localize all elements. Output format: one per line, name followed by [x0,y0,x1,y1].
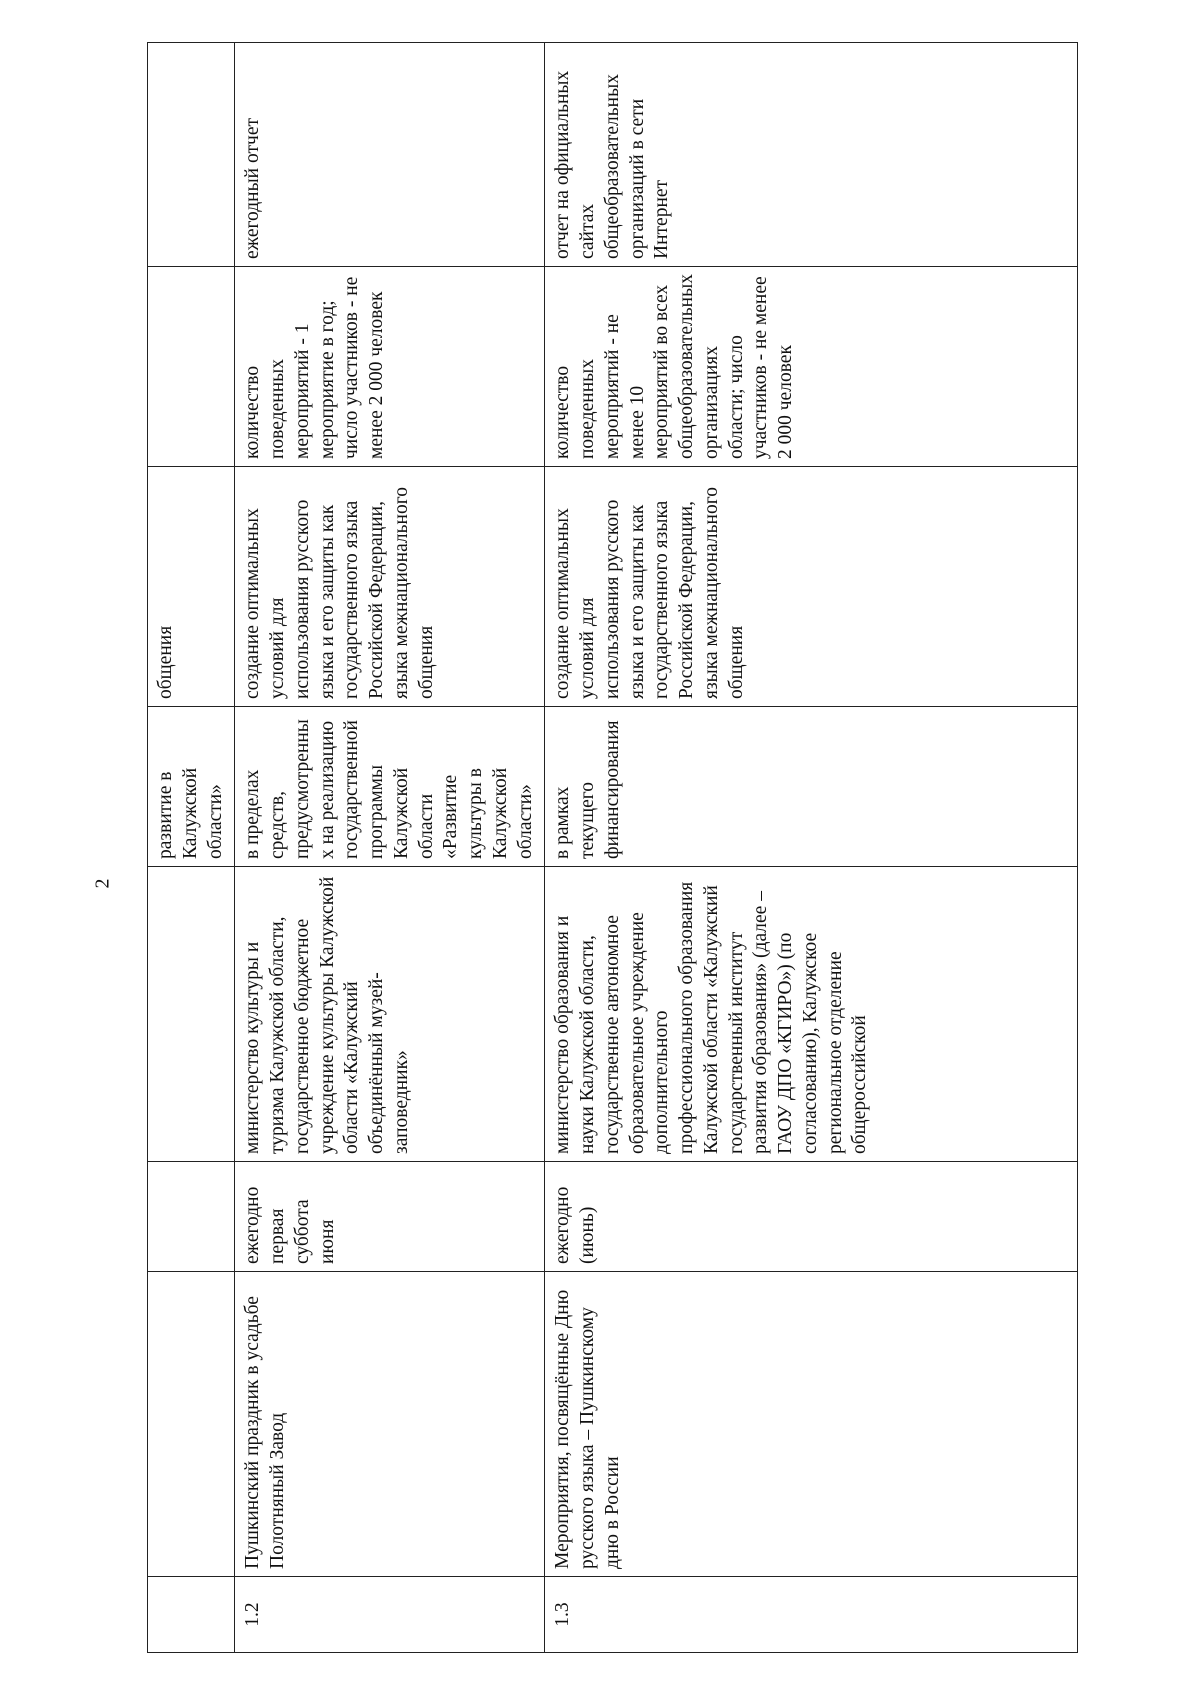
cell-period [148,1162,235,1272]
cell-indicators: количество поведенных мероприятий - не менее 10 мероприятий во всех общеобразовательных организациях области; число участников - не менее 2 000 человек [545,267,1078,467]
cell-executors [148,867,235,1162]
cell-indicators: количество поведенных мероприятий - 1 мероприятие в год; число участников - не менее 2 000 человек [235,267,545,467]
cell-num: 1.3 [545,1577,1078,1653]
cell-report: ежегодный отчет [235,43,545,267]
cell-name: Мероприятия, посвящённые Дню русского языка – Пушкинскому дню в России [545,1272,1078,1577]
cell-executors: министерство культуры и туризма Калужской области, государственное бюджетное учреждение культуры Калужской области «Калужский объединённый музей-заповедник» [235,867,545,1162]
cell-num: 1.2 [235,1577,545,1653]
rotated-table-container [147,43,1060,1653]
cell-result: общения [148,467,235,707]
cell-period: ежегодно (июнь) [545,1162,1078,1272]
table-row-continuation [148,43,235,1653]
cell-period: ежегодно первая суббота июня [235,1162,545,1272]
cell-result: создание оптимальных условий для использования русского языка и его защиты как государственного языка Российской Федерации, языка межнационального общения [545,467,1078,707]
cell-executors: министерство образования и науки Калужской области, государственное автономное образовательное учреждение дополнительного профессионального образования Калужской области «Калужский государственный институт развития образования» (далее – ГАОУ ДПО «КГИРО») (по согласованию), Калужское региональное отделение общероссийской [545,867,1078,1162]
cell-report [148,43,235,267]
cell-funding: в рамках текущего финансирования [545,707,1078,867]
cell-funding: развитие в Калужской области» [148,707,235,867]
cell-num [148,1577,235,1653]
cell-indicators [148,267,235,467]
events-table [147,42,1078,1653]
page-number: 2 [91,878,114,889]
cell-funding: в пределах средств, предусмотренных на реализацию государственной программы Калужской области «Развитие культуры в Калужской области» [235,707,545,867]
table-row [235,43,545,1653]
cell-name [148,1272,235,1577]
cell-report: отчет на официальных сайтах общеобразовательных организаций в сети Интернет [545,43,1078,267]
cell-name: Пушкинский праздник в усадьбе Полотняный Завод [235,1272,545,1577]
cell-result: создание оптимальных условий для использования русского языка и его защиты как государственного языка Российской Федерации, языка межнационального общения [235,467,545,707]
table-row [545,43,1078,1653]
